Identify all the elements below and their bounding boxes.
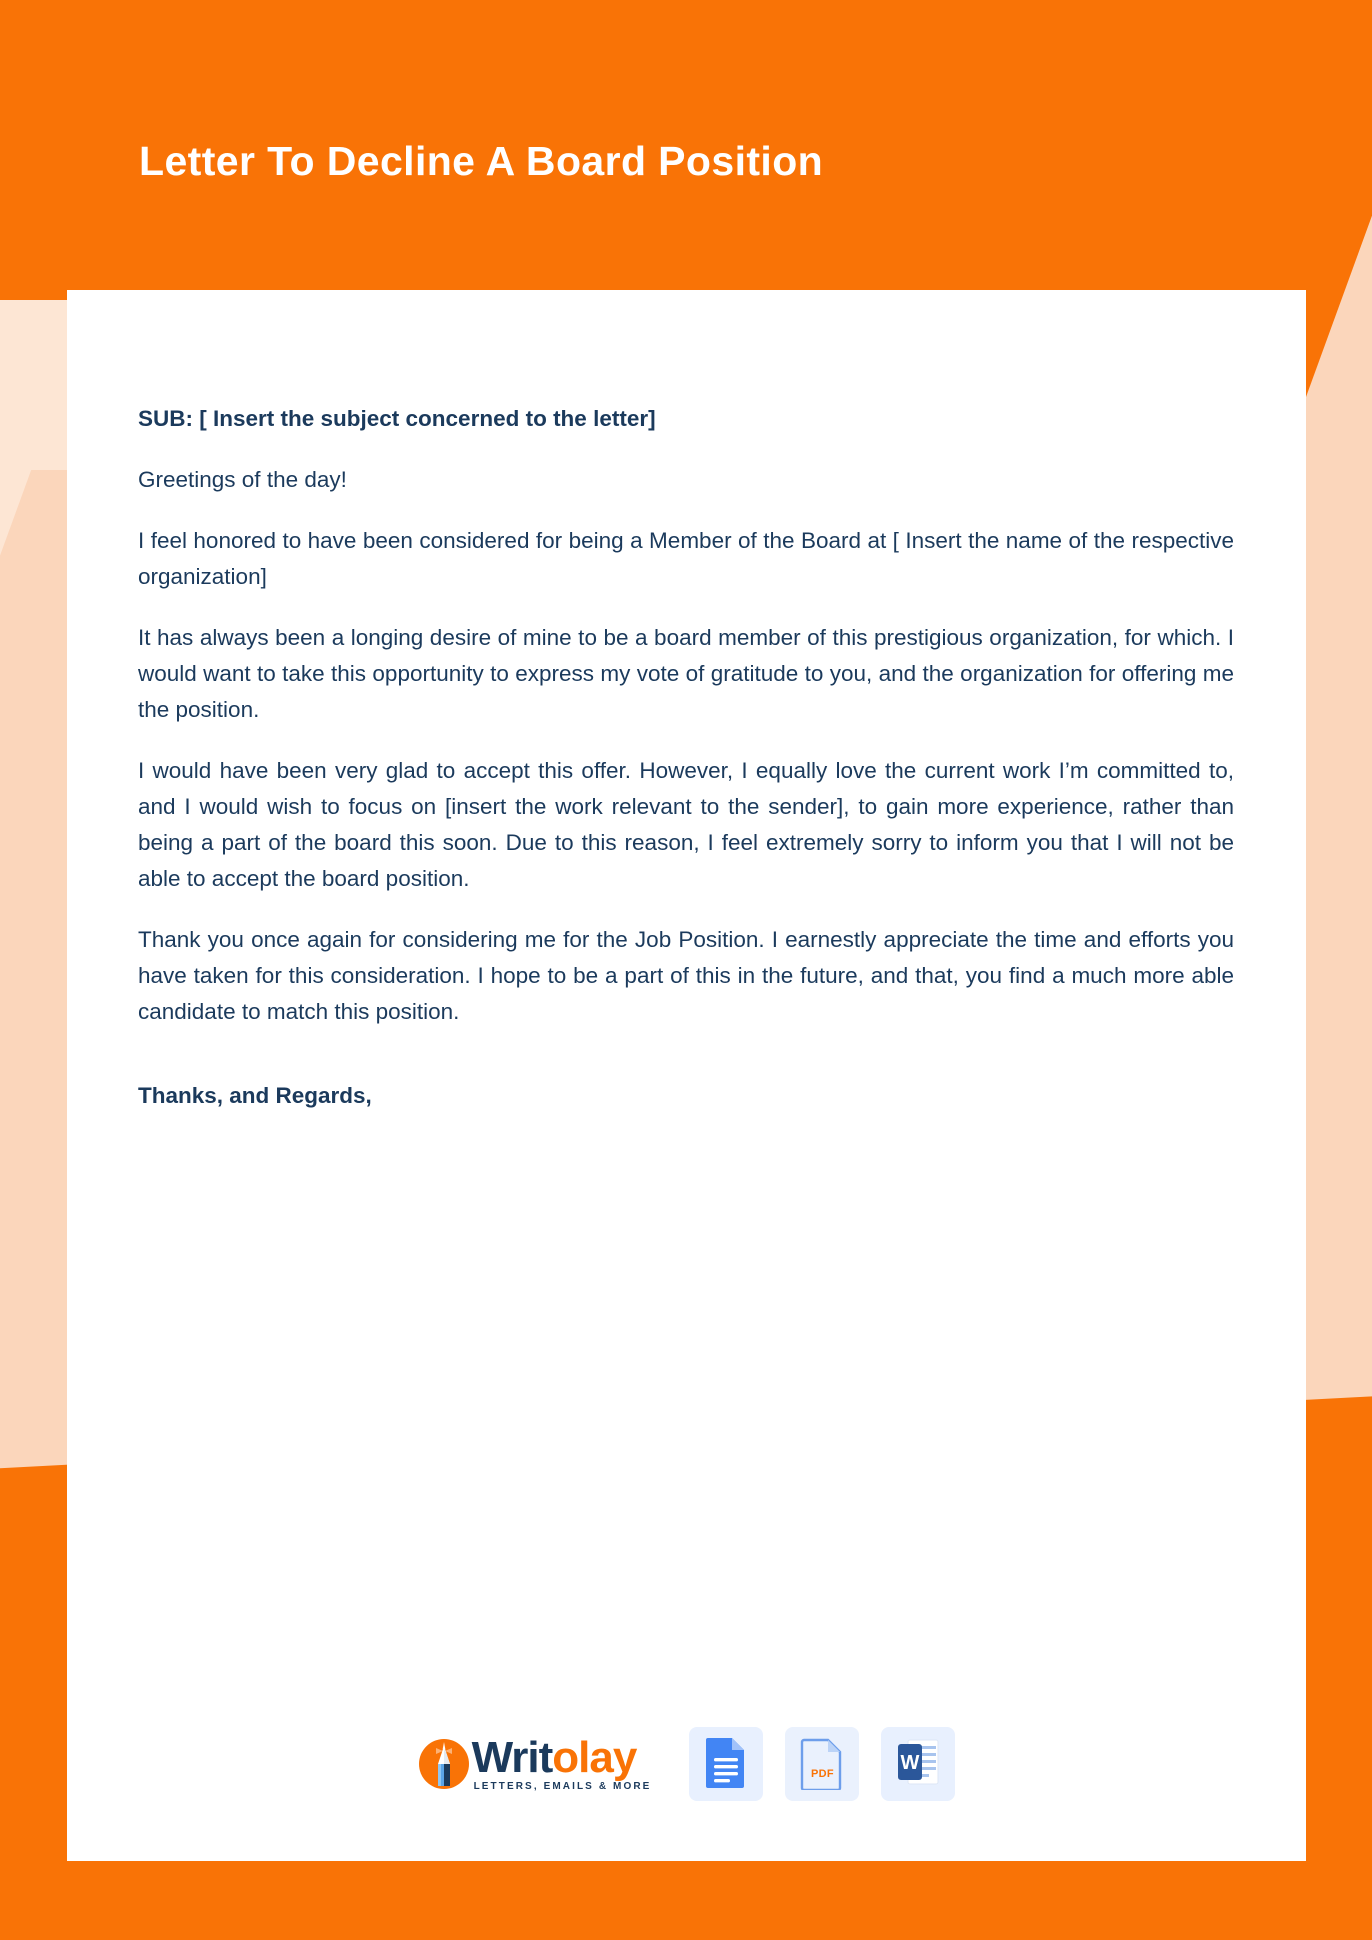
footer (67, 1727, 1306, 1801)
letter-card (67, 290, 1306, 1861)
download-buttons (689, 1727, 955, 1801)
pdf-label: PDF (810, 1768, 834, 1780)
pencil-logo-icon (418, 1738, 470, 1790)
letter-paragraph-3: I would have been very glad to accept this offer. However, I equally love the current work I’m committed to, and I would wish to focus on [insert the work relevant to the sender], to gain more experience, rather than being a part of the board this soon. Due to this reason, I feel extremely sorry to inform you that I will not be able to accept the board position. (138, 758, 1234, 891)
download-google-docs-button[interactable] (689, 1727, 763, 1801)
letter-signoff: Thanks, and Regards, (138, 1083, 372, 1108)
letter-body (138, 401, 1234, 1139)
letter-paragraph-2: It has always been a longing desire of mine to be a board member of this prestigious organization, for which. I would want to take this opportunity to express my vote of gratitude to you, and the organization for offering me the position. (138, 625, 1234, 722)
letter-paragraph-4: Thank you once again for considering me for the Job Position. I earnestly appreciate the time and efforts you have taken for this consideration. I hope to be a part of this in the future, and that, you find a much more able candidate to match this position. (138, 927, 1234, 1024)
pdf-icon (800, 1738, 844, 1790)
logo-text (471, 1733, 652, 1792)
letter-subject: SUB: [ Insert the subject concerned to the letter] (138, 406, 656, 431)
logo-word-part1: Writ (471, 1733, 553, 1782)
google-docs-icon (704, 1736, 748, 1793)
download-pdf-button[interactable] (785, 1727, 859, 1801)
logo-wordmark (471, 1733, 652, 1782)
word-icon (896, 1736, 940, 1793)
download-word-button[interactable] (881, 1727, 955, 1801)
letter-paragraph-1: I feel honored to have been considered for being a Member of the Board at [ Insert the name of the respective organization] (138, 528, 1234, 589)
svg-text:W: W (900, 1751, 920, 1774)
letter-greeting: Greetings of the day! (138, 467, 347, 492)
logo-word-part2: olay (552, 1733, 637, 1782)
logo-tagline: LETTERS, EMAILS & MORE (473, 1781, 652, 1792)
page-title: Letter To Decline A Board Position (139, 138, 824, 184)
writolay-logo (418, 1733, 652, 1792)
